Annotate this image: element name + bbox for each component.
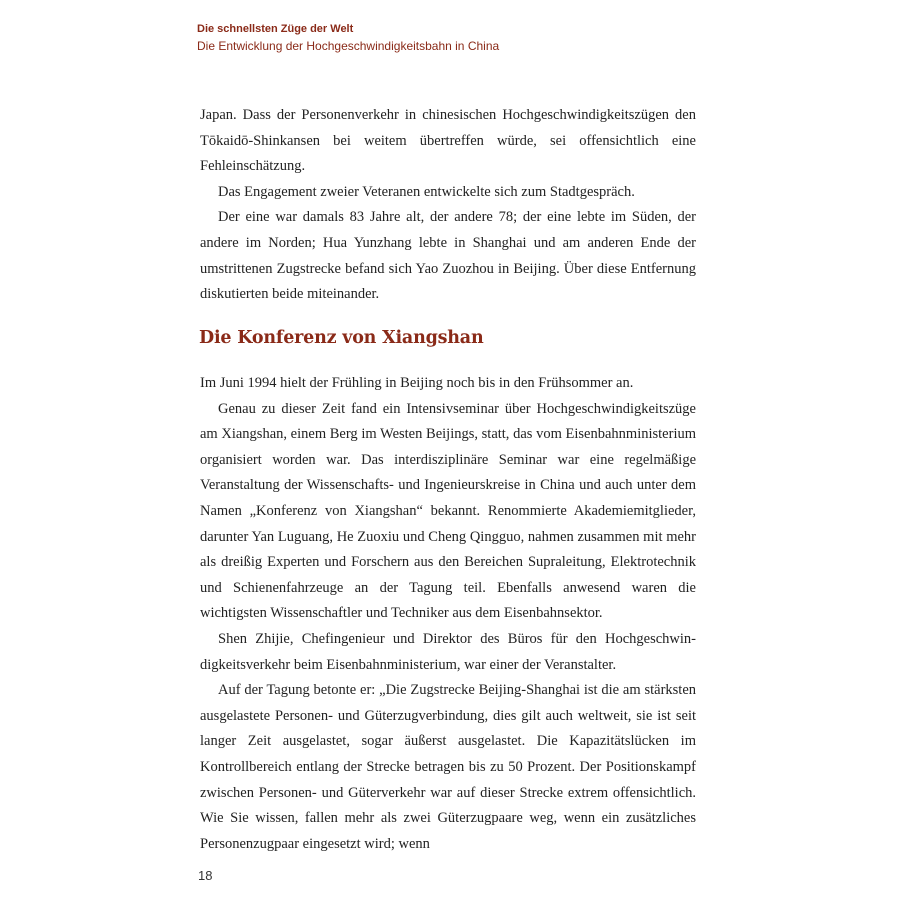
paragraph: Das Engagement zweier Veteranen entwickelte sich zum Stadtgespräch.: [218, 183, 635, 200]
running-head: [197, 21, 499, 55]
paragraph: Shen Zhijie, Chefingenieur und Direktor des Büros für den Hochgeschwindigkeitsverkehr beim Eisenbahnministerium, war einer der Veranstalter.: [200, 630, 696, 673]
chapter-title: Die Entwicklung der Hochgeschwindigkeitsbahn in China: [197, 39, 500, 53]
text-block-top: [200, 103, 696, 308]
text-block-section: [200, 371, 696, 857]
book-title: Die schnellsten Züge der Welt: [197, 23, 354, 35]
paragraph: Japan. Dass der Personenverkehr in chinesischen Hochgeschwindigkeitszügen den Tōkaidō-Shinkansen bei weitem übertreffen würde, sei offensichtlich eine Fehleinschätzung.: [200, 107, 696, 175]
paragraph: Auf der Tagung betonte er: „Die Zugstrecke Beijing-Shanghai ist die am stärksten ausgelastete Personen- und Güterzugverbindung, dies gilt auch weltweit, sie ist seit langer Zeit ausgelastet, sogar äußerst ausgelastet. Die Kapazitätslücken im Kontrollbereich entlang der Strecke betragen bis zu 50 Prozent. Der Positionskampf zwischen Personen- und Güterverkehr war auf dieser Strecke extrem offensichtlich. Wie Sie wissen, fallen mehr als zwei Güterzugpaare weg, wenn ein zusätzliches Personenzugpaar eingesetzt wird; wenn: [200, 682, 696, 852]
paragraph: Genau zu dieser Zeit fand ein Intensivseminar über Hochgeschwindigkeitszüge am Xiangshan, einem Berg im Westen Beijings, statt, das vom Eisenbahnministerium organisiert worden war. Das interdisziplinäre Seminar war eine regelmäßige Veranstaltung der Wissenschafts- und Ingenieurskreise in China und auch unter dem Namen „Konferenz von Xiangshan“ bekannt. Renommierte Akademiemitglieder, darunter Yan Luguang, He Zuoxiu und Cheng Qingguo, nahmen zusammen mit mehr als dreißig Experten und Forschern aus den Bereichen Supraleitung, Elektrotechnik und Schienenfahrzeuge an der Tagung teil. Ebenfalls anwesend waren die wichtigsten Wissenschaftler und Techniker aus dem Eisenbahnsektor.: [200, 400, 696, 622]
paragraph: Der eine war damals 83 Jahre alt, der andere 78; der eine lebte im Süden, der andere im Norden; Hua Yunzhang lebte in Shanghai und am anderen Ende der umstrittenen Zugstrecke befand sich Yao Zuozhou in Beijing. Über diese Entfernung diskutierten beide miteinander.: [200, 209, 696, 303]
paragraph: Im Juni 1994 hielt der Frühling in Beijing noch bis in den Frühsommer an.: [200, 375, 634, 391]
page-number: 18: [198, 868, 213, 883]
section-heading: Die Konferenz von Xiangshan: [199, 328, 484, 348]
